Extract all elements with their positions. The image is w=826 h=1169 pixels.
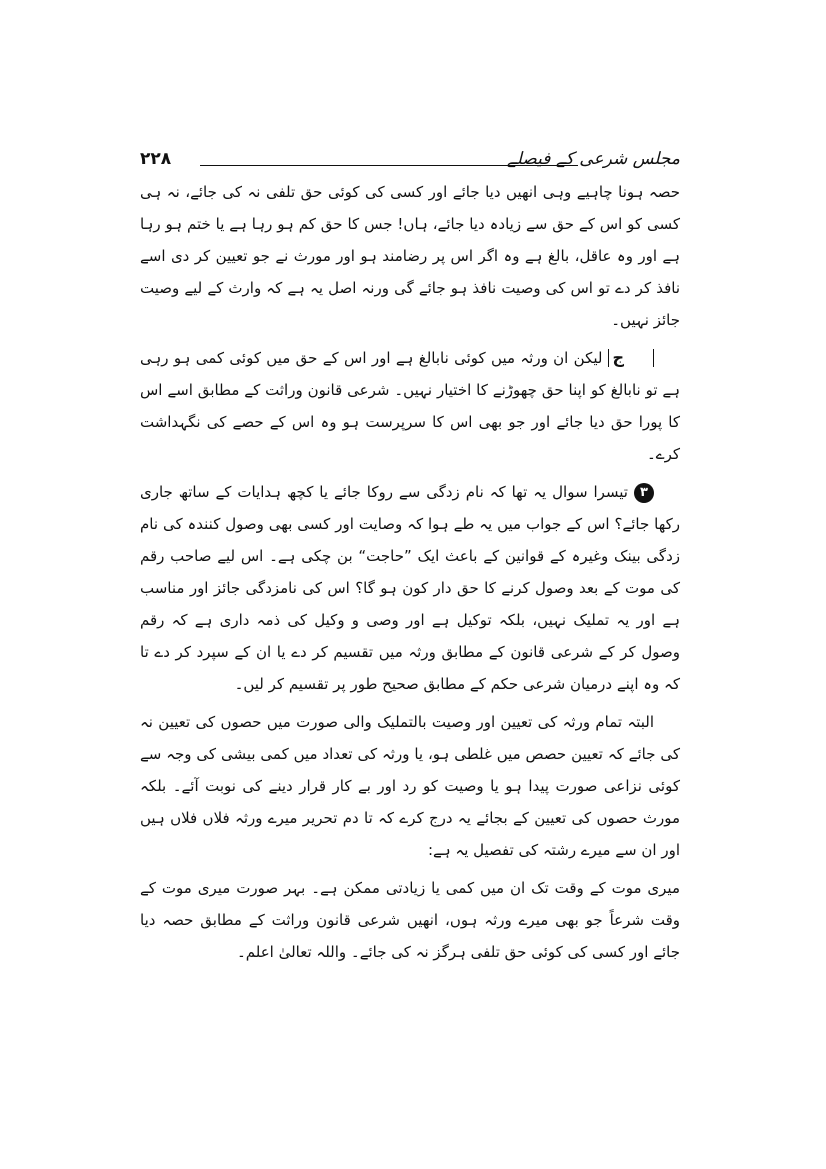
page-number: ۲۲۸	[140, 149, 172, 169]
paragraph-5: میری موت کے وقت تک ان میں کمی یا زیادتی ممکن ہے۔ بہر صورت میری موت کے وقت شرعاً جو بھی میرے ورثہ ہوں، انھیں شرعی قانون وراثت کے مطابق حصہ دیا جائے اور کسی کی کوئی حق تلفی ہرگز نہ کی جائے۔ واللہ تعالیٰ اعلم۔	[140, 879, 680, 961]
paragraph-2-text: لیکن ان ورثہ میں کوئی نابالغ ہے اور اس کے حق میں کوئی کمی ہو رہی ہے تو نابالغ کو اپنا حق چھوڑنے کا اختیار نہیں۔ شرعی قانون وراثت کے مطابق اسے اس کا پورا حق دیا جائے اور جو بھی اس کا سرپرست ہو وہ اس کے حصے کی نگہداشت کرے۔	[140, 349, 680, 463]
paragraph-4: البتہ تمام ورثہ کی تعیین اور وصیت بالتملیک والی صورت میں حصوں کی تعیین نہ کی جائے کہ تعیین حصص میں غلطی ہو، یا ورثہ کی تعداد میں کمی بیشی کی وجہ سے کوئی نزاعی صورت پیدا ہو یا وصیت کو رد اور بے کار قرار دینے کی نوبت آئے۔ بلکہ مورث حصوں کی تعیین کے بجائے یہ درج کرے کہ تا دم تحریر میرے ورثہ فلاں فلاں ہیں اور ان سے میرے رشتہ کی تفصیل یہ ہے:	[140, 713, 680, 859]
book-title: مجلس شرعی کے فیصلے	[506, 149, 680, 169]
page-body	[140, 176, 680, 974]
paragraph-1: حصہ ہونا چاہیے وہی انھیں دیا جائے اور کسی کی کوئی حق تلفی نہ کی جائے، نہ ہی کسی کو اس کے حق سے زیادہ دیا جائے، ہاں! جس کا حق کم ہو رہا ہے یا ختم ہو رہا ہے اور وہ عاقل، بالغ ہے وہ اگر اس پر رضامند ہو اور مورث نے جو تعیین کر دی اسے نافذ کر دے تو اس کی وصیت نافذ ہو جائے گی ورنہ اصل یہ ہے کہ وارث کے لیے وصیت جائز نہیں۔	[140, 183, 680, 329]
header-rule	[200, 165, 578, 166]
paragraph-3-text: تیسرا سوال یہ تھا کہ نام زدگی سے روکا جائے یا کچھ ہدایات کے ساتھ جاری رکھا جائے؟ اس کے جواب میں یہ طے ہوا کہ وصایت اور کسی بھی وصول کنندہ کی نام زدگی بینک وغیرہ کے قوانین کے باعث ایک ”حاجت“ بن چکی ہے۔ اس لیے صاحب رقم کی موت کے بعد وصول کرنے کا حق دار کون ہو گا؟ اس کی نامزدگی جائز اور مناسب ہے اور یہ تملیک نہیں، بلکہ توکیل ہے اور وصی و وکیل کی ذمہ داری ہے کہ رقم وصول کر کے شرعی قانون کے مطابق ورثہ میں تقسیم کر دے یا ان کے سپرد کر دے تا کہ وہ اپنے درمیان شرعی حکم کے مطابق صحیح طور پر تقسیم کر لیں۔	[140, 483, 680, 693]
section-marker-jeem: ج	[608, 349, 654, 367]
running-header	[140, 146, 680, 172]
paragraph-2	[140, 342, 680, 470]
question-number-badge: ۳	[634, 483, 654, 503]
paragraph-3	[140, 476, 680, 700]
